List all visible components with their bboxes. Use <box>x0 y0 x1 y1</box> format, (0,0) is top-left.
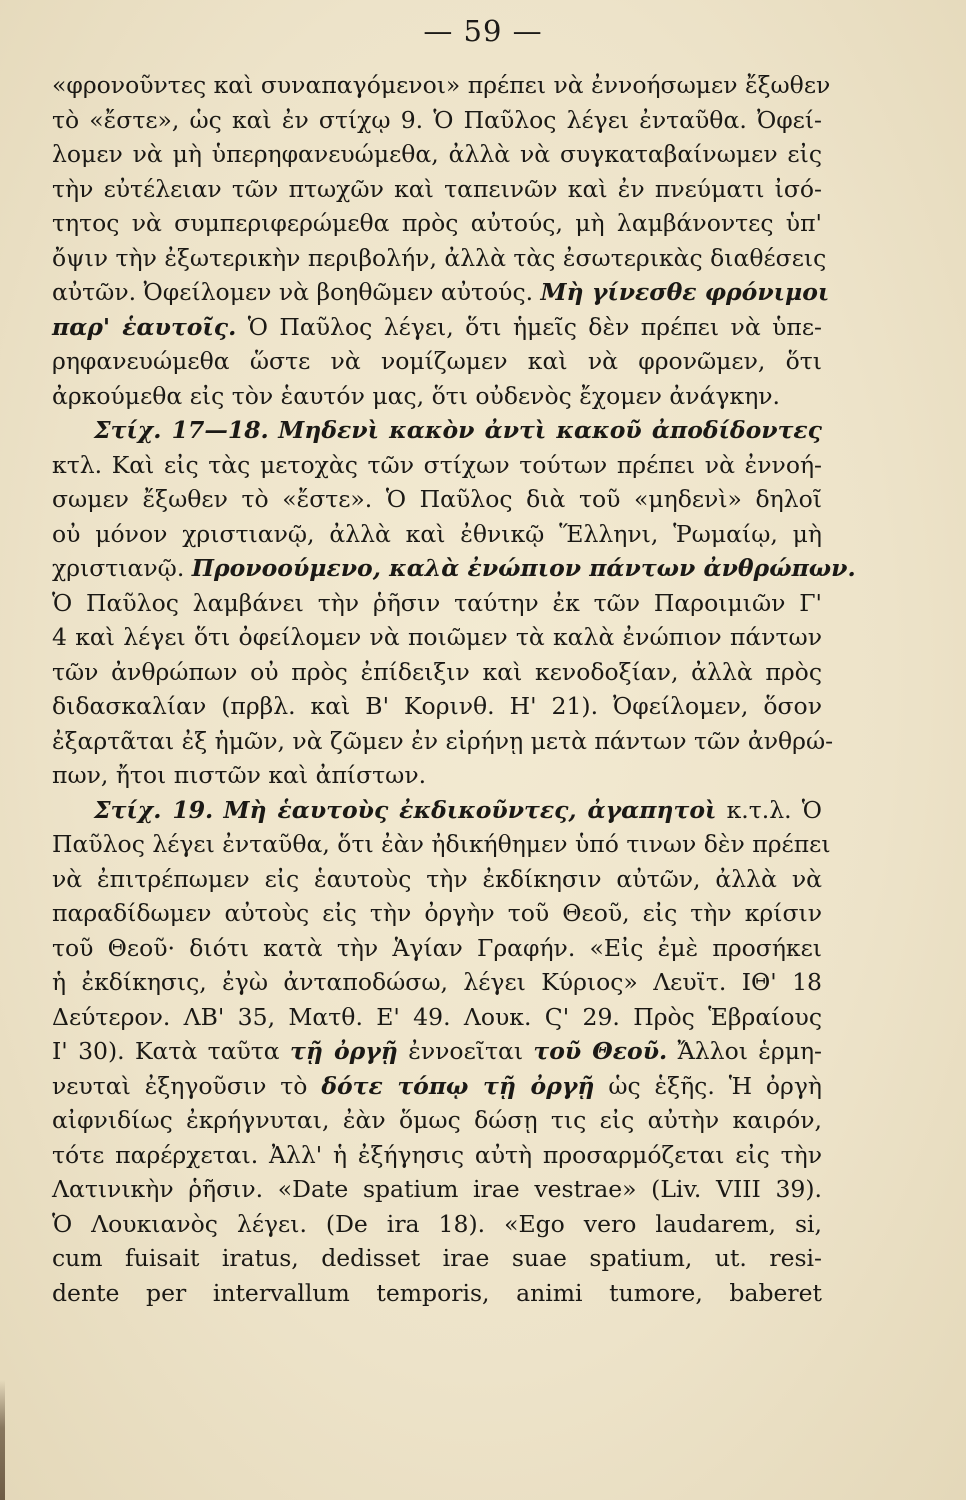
text-run: ἐξαρτᾶται ἐξ ἡμῶν, νὰ ζῶμεν ἐν εἰρήνῃ μετὰ πάντων τῶν ἀνθρώ- <box>52 726 834 755</box>
text-line <box>52 1172 822 1207</box>
text-line <box>52 931 822 966</box>
text-line <box>52 517 822 552</box>
text-line <box>52 724 834 759</box>
text-line <box>52 1103 822 1138</box>
text-line <box>52 1276 822 1311</box>
text-run: τὸ «ἔστε», ὡς καὶ ἐν στίχῳ 9. Ὁ Παῦλος λέγει ἐνταῦθα. Ὀφεί- <box>52 105 822 134</box>
bold-italic-phrase: Μὴ ἑαυτοὺς ἐκδικοῦντες, ἀγαπητοὶ <box>223 795 717 824</box>
text-run: ἀρκούμεθα εἰς τὸν ἑαυτόν μας, ὅτι οὐδενὸς ἔχομεν ἀνάγκην. <box>52 381 781 410</box>
verse-heading-line <box>52 793 822 828</box>
text-run: χριστιανῷ. <box>52 554 192 582</box>
text-line <box>52 551 856 586</box>
text-run: ὄψιν τὴν ἐξωτερικὴν περιβολήν, ἀλλὰ τὰς ἐσωτερικὰς διαθέσεις <box>52 243 827 272</box>
text-run: διδασκαλίαν (πρβλ. καὶ Β' Κορινθ. Η' 21). Ὀφείλομεν, ὅσον <box>52 692 822 720</box>
text-run: κ.τ.λ. Ὁ <box>716 795 822 824</box>
text-line <box>52 655 822 690</box>
text-line <box>52 1241 822 1276</box>
text-line <box>52 379 822 414</box>
text-line <box>52 758 822 793</box>
text-line <box>52 68 831 103</box>
bold-italic-phrase: Προνοούμενο, καλὰ ἐνώπιον πάντων ἀνθρώπων. <box>191 554 856 582</box>
text-line <box>52 206 822 241</box>
text-run: «φρονοῦντες καὶ συναπαγόμενοι» πρέπει νὰ ἐννοήσωμεν ἔξωθεν <box>52 71 831 99</box>
bold-italic-phrase: τῇ ὀργῇ <box>290 1037 398 1065</box>
text-run: Ἄλλοι ἑρμη- <box>667 1037 823 1065</box>
page-number: — 59 — <box>423 14 543 48</box>
bold-italic-phrase: παρ' ἑαυτοῖς. <box>52 312 237 341</box>
bold-italic-phrase: Μηδενὶ κακὸν ἀντὶ κακοῦ ἀποδίδοντες <box>278 416 822 444</box>
text-run: ἡ ἐκδίκησις, ἐγὼ ἀνταποδώσω, λέγει Κύριος» Λευϊτ. ΙΘ' 18 <box>52 968 822 996</box>
text-run <box>213 796 223 824</box>
text-run: τοῦ Θεοῦ· διότι κατὰ τὴν Ἁγίαν Γραφήν. «Εἰς ἐμὲ προσήκει <box>52 933 822 962</box>
text-line <box>52 827 831 862</box>
text-line <box>52 689 822 724</box>
text-run: τὴν εὐτέλειαν τῶν πτωχῶν καὶ ταπεινῶν καὶ ἐν πνεύματι ἰσό- <box>52 174 822 203</box>
verse-heading-line <box>52 413 822 448</box>
text-run: οὐ μόνον χριστιανῷ, ἀλλὰ καὶ ἐθνικῷ Ἕλληνι, Ῥωμαίῳ, μὴ <box>52 519 822 548</box>
text-run: 4 καὶ λέγει ὅτι ὀφείλομεν νὰ ποιῶμεν τὰ καλὰ ἐνώπιον πάντων <box>52 623 822 651</box>
text-line <box>52 344 822 379</box>
text-line <box>52 620 822 655</box>
verse-reference: Στίχ. 19. <box>94 795 214 824</box>
text-run: Ὁ Παῦλος λαμβάνει τὴν ῥῆσιν ταύτην ἐκ τῶν Παροιμιῶν Γ' <box>52 588 822 617</box>
text-run <box>269 416 279 444</box>
text-body <box>52 68 856 1310</box>
text-line <box>52 310 822 345</box>
text-run: Δεύτερον. ΛΒ' 35, Ματθ. Ε' 49. Λουκ. Ϛ' 29. Πρὸς Ἑβραίους <box>52 1002 822 1031</box>
text-line <box>52 1207 822 1242</box>
verse-reference: Στίχ. 17—18. <box>94 416 269 444</box>
bold-italic-phrase: τοῦ Θεοῦ. <box>533 1037 668 1065</box>
text-run: Λατινικὴν ῥῆσιν. «Date spatium irae vestrae» (Liv. VIII 39). <box>52 1175 822 1203</box>
text-line <box>52 586 822 621</box>
text-run: τητος νὰ συμπεριφερώμεθα πρὸς αὐτούς, μὴ λαμβάνοντες ὑπ' <box>52 209 822 237</box>
text-run: σωμεν ἔξωθεν τὸ «ἔστε». Ὁ Παῦλος διὰ τοῦ «μηδενὶ» δηλοῖ <box>52 485 822 513</box>
text-line <box>52 1034 822 1069</box>
text-run: παραδίδωμεν αὐτοὺς εἰς τὴν ὀργὴν τοῦ Θεοῦ, εἰς τὴν κρίσιν <box>52 899 822 927</box>
text-run: κτλ. Καὶ εἰς τὰς μετοχὰς τῶν στίχων τούτων πρέπει νὰ ἐννοή- <box>52 450 822 479</box>
text-line <box>52 137 822 172</box>
text-run: τῶν ἀνθρώπων οὐ πρὸς ἐπίδειξιν καὶ κενοδοξίαν, ἀλλὰ πρὸς <box>52 657 822 686</box>
text-run: Παῦλος λέγει ἐνταῦθα, ὅτι ἐὰν ἠδικήθημεν ὑπό τινων δὲν πρέπει <box>52 830 831 858</box>
text-line <box>52 241 827 276</box>
text-run: Ι' 30). Κατὰ ταῦτα <box>52 1037 291 1065</box>
text-line <box>52 172 822 207</box>
text-line <box>52 1069 822 1104</box>
text-run: αὐτῶν. Ὀφείλομεν νὰ βοηθῶμεν αὐτούς. <box>52 278 541 306</box>
text-run: Ὁ Παῦλος λέγει, ὅτι ἡμεῖς δὲν πρέπει νὰ ὑπε- <box>236 312 822 341</box>
text-line <box>52 1138 822 1173</box>
bold-italic-phrase: Μὴ γίνεσθε φρόνιμοι <box>540 278 830 306</box>
text-run: ἐννοεῖται <box>397 1037 534 1065</box>
text-line <box>52 896 822 931</box>
text-run: τότε παρέρχεται. Ἀλλ' ἡ ἐξήγησις αὐτὴ προσαρμόζεται εἰς τὴν <box>52 1140 822 1169</box>
text-line <box>52 862 822 897</box>
text-line <box>52 482 822 517</box>
text-run: αἰφνιδίως ἐκρήγνυται, ἐὰν ὅμως δώσῃ τις εἰς αὐτὴν καιρόν, <box>52 1106 822 1134</box>
text-run: λομεν νὰ μὴ ὑπερηφανευώμεθα, ἀλλὰ νὰ συγκαταβαίνωμεν εἰς <box>52 140 822 168</box>
text-line <box>52 103 822 138</box>
text-line <box>52 1000 822 1035</box>
text-line <box>52 965 822 1000</box>
text-line <box>52 275 830 310</box>
text-run: νὰ ἐπιτρέπωμεν εἰς ἑαυτοὺς τὴν ἐκδίκησιν αὐτῶν, ἀλλὰ νὰ <box>52 864 822 893</box>
text-line <box>52 448 822 483</box>
text-run: dente per intervallum temporis, animi tumore, baberet <box>52 1278 822 1307</box>
text-run: cum fuisait iratus, dedisset irae suae spatium, ut. resi- <box>52 1244 822 1272</box>
text-run: Ὁ Λουκιανὸς λέγει. (De ira 18). «Ego vero laudarem, si, <box>52 1209 822 1238</box>
page-edge-shadow <box>0 1380 5 1500</box>
text-run: νευταὶ ἐξηγοῦσιν τὸ <box>52 1071 322 1100</box>
text-run: ὡς ἑξῆς. Ἡ ὀργὴ <box>594 1071 822 1100</box>
text-run: ρηφανευώμεθα ὥστε νὰ νομίζωμεν καὶ νὰ φρονῶμεν, ὅτι <box>52 347 822 375</box>
bold-italic-phrase: δότε τόπῳ τῇ ὀργῇ <box>321 1071 595 1100</box>
text-run: πων, ἤτοι πιστῶν καὶ ἀπίστων. <box>52 761 427 789</box>
